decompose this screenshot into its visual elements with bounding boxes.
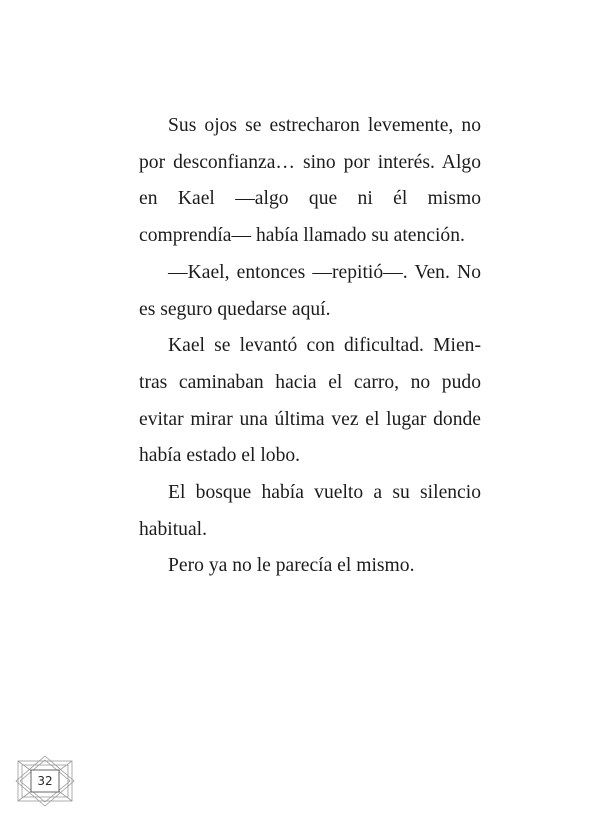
paragraph-3: Kael se levantó con dificultad. Mientras caminaban hacia el carro, no pudo evitar mirar una última vez el lugar donde había estado el lobo.	[139, 335, 481, 467]
body-text	[139, 108, 481, 585]
paragraph-5: Pero ya no le parecía el mismo.	[168, 555, 415, 577]
paragraph-2: —Kael, entonces —repitió—. Ven. No es seguro quedarse aquí.	[139, 261, 481, 320]
page-number-emblem	[14, 755, 76, 807]
paragraph-4: El bosque había vuelto a su silencio habitual.	[139, 482, 481, 540]
page-number: 32	[37, 774, 53, 788]
paragraph-1: Sus ojos se estrecharon levemente, no por desconfianza… sino por interés. Algo en Kael —algo que ni él mismo comprendía— había llamado su atención.	[139, 115, 481, 247]
